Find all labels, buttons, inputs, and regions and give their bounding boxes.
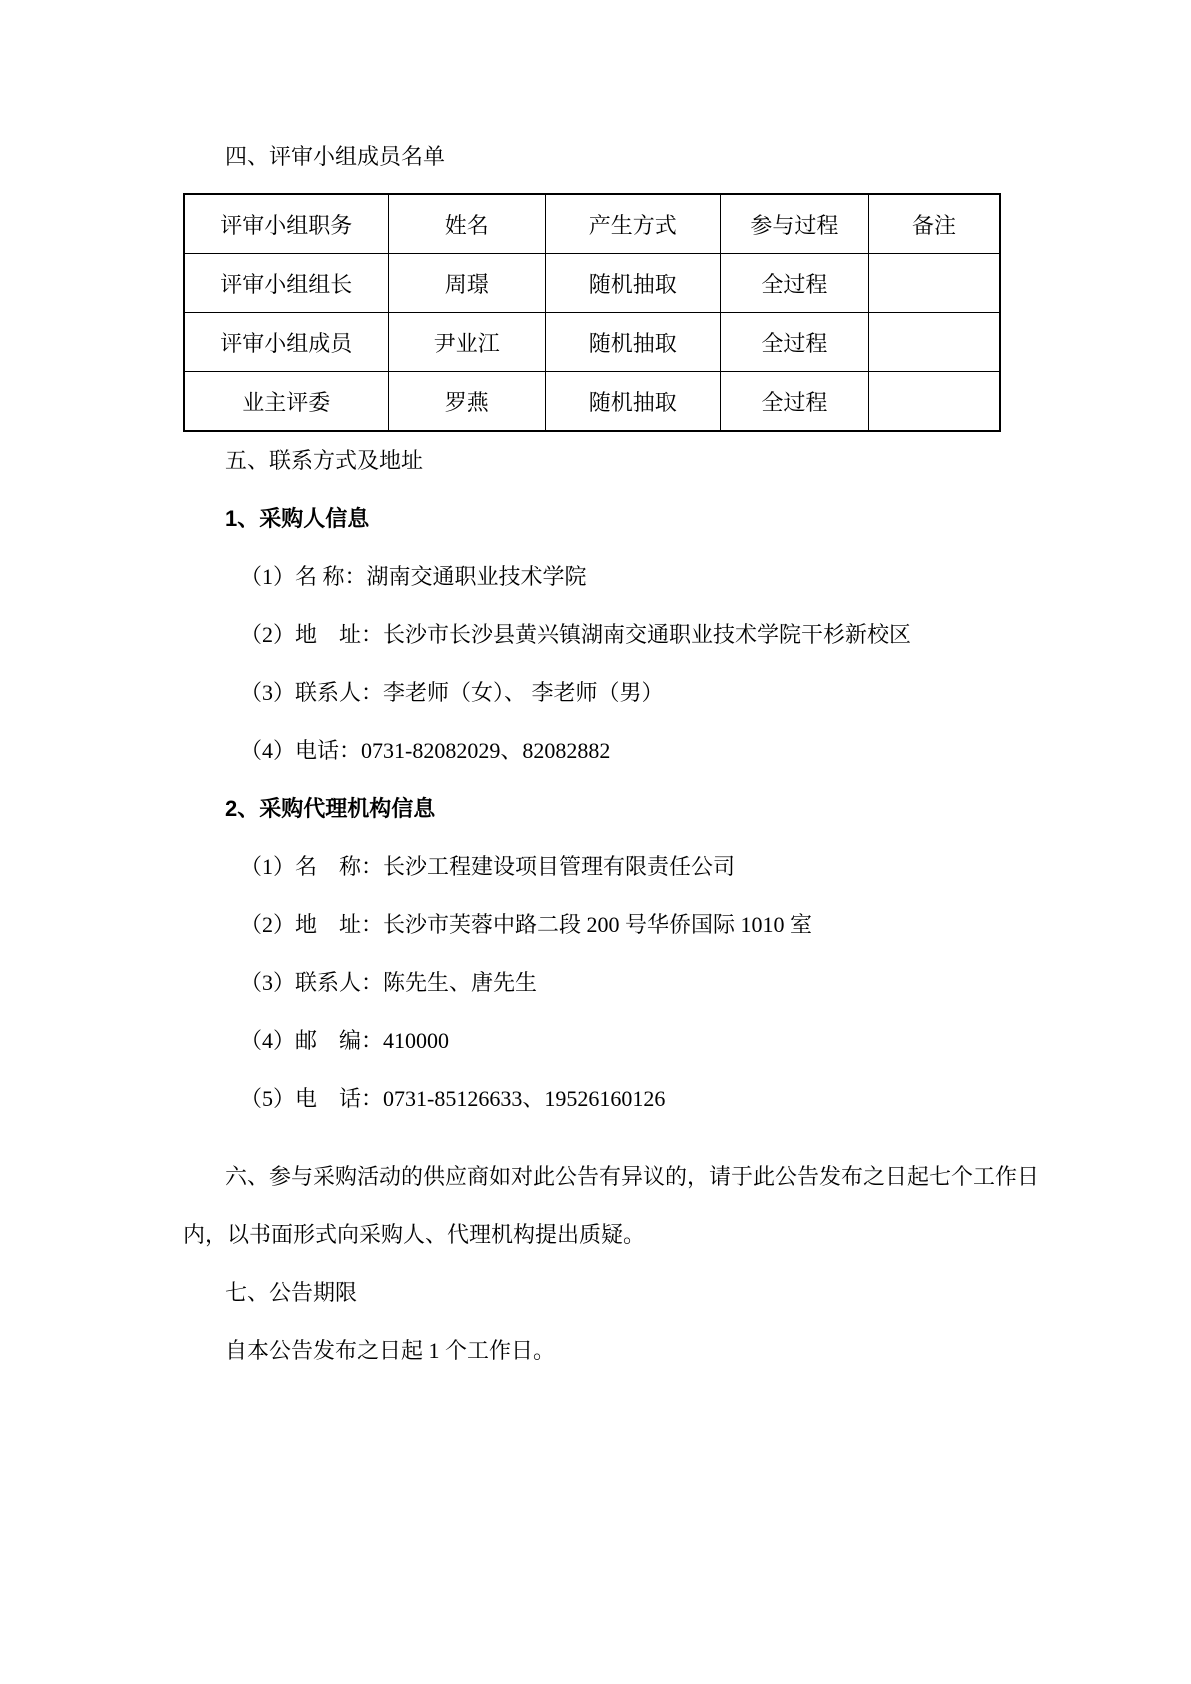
agency-contact-line: （3）联系人：陈先生、唐先生 — [240, 970, 538, 995]
agency-address-line: （2）地 址：长沙市芙蓉中路二段 200 号华侨国际 1010 室 — [240, 912, 813, 937]
table-cell: 尹业江 — [388, 313, 545, 372]
table-row — [184, 372, 1000, 432]
table-header-cell: 姓名 — [388, 194, 545, 254]
purchaser-address-line: （2）地 址：长沙市长沙县黄兴镇湖南交通职业技术学院干杉新校区 — [240, 622, 912, 647]
paragraph-spacer — [183, 1128, 1041, 1148]
table-cell: 随机抽取 — [545, 254, 720, 313]
table-cell — [869, 254, 1000, 313]
table-header-cell: 产生方式 — [545, 194, 720, 254]
table-cell: 全过程 — [720, 313, 869, 372]
table-cell: 随机抽取 — [545, 372, 720, 432]
table-cell — [869, 372, 1000, 432]
table-header-cell: 参与过程 — [720, 194, 869, 254]
agency-phone-line: （5）电 话：0731-85126633、19526160126 — [240, 1086, 666, 1111]
purchaser-name-line: （1）名 称：湖南交通职业技术学院 — [240, 564, 587, 589]
agency-name-line: （1）名 称：长沙工程建设项目管理有限责任公司 — [240, 854, 736, 879]
review-panel-table — [183, 193, 1001, 432]
table-cell: 评审小组成员 — [184, 313, 388, 372]
table-cell — [869, 313, 1000, 372]
table-cell: 周璟 — [388, 254, 545, 313]
section-5-heading: 五、联系方式及地址 — [225, 448, 424, 473]
section-7-heading: 七、公告期限 — [225, 1280, 358, 1305]
table-header-cell: 备注 — [869, 194, 1000, 254]
section-7-body: 自本公告发布之日起 1 个工作日。 — [225, 1338, 556, 1363]
purchaser-phone-line: （4）电话：0731-82082029、82082882 — [240, 738, 611, 763]
table-cell: 业主评委 — [184, 372, 388, 432]
table-cell: 罗燕 — [388, 372, 545, 432]
table-row — [184, 254, 1000, 313]
purchaser-heading: 1、采购人信息 — [225, 506, 370, 531]
table-cell: 全过程 — [720, 372, 869, 432]
agency-heading: 2、采购代理机构信息 — [225, 796, 436, 821]
section-4-heading: 四、评审小组成员名单 — [225, 144, 446, 169]
purchaser-contact-line: （3）联系人：李老师（女）、 李老师（男） — [240, 680, 664, 705]
table-header-row — [184, 194, 1000, 254]
table-cell: 全过程 — [720, 254, 869, 313]
table-header-cell: 评审小组职务 — [184, 194, 388, 254]
agency-postcode-line: （4）邮 编：410000 — [240, 1028, 450, 1053]
section-6-paragraph: 六、参与采购活动的供应商如对此公告有异议的，请于此公告发布之日起七个工作日内，以书面形式向采购人、代理机构提出质疑。 — [183, 1164, 1040, 1247]
table-row — [184, 313, 1000, 372]
table-cell: 评审小组组长 — [184, 254, 388, 313]
table-cell: 随机抽取 — [545, 313, 720, 372]
